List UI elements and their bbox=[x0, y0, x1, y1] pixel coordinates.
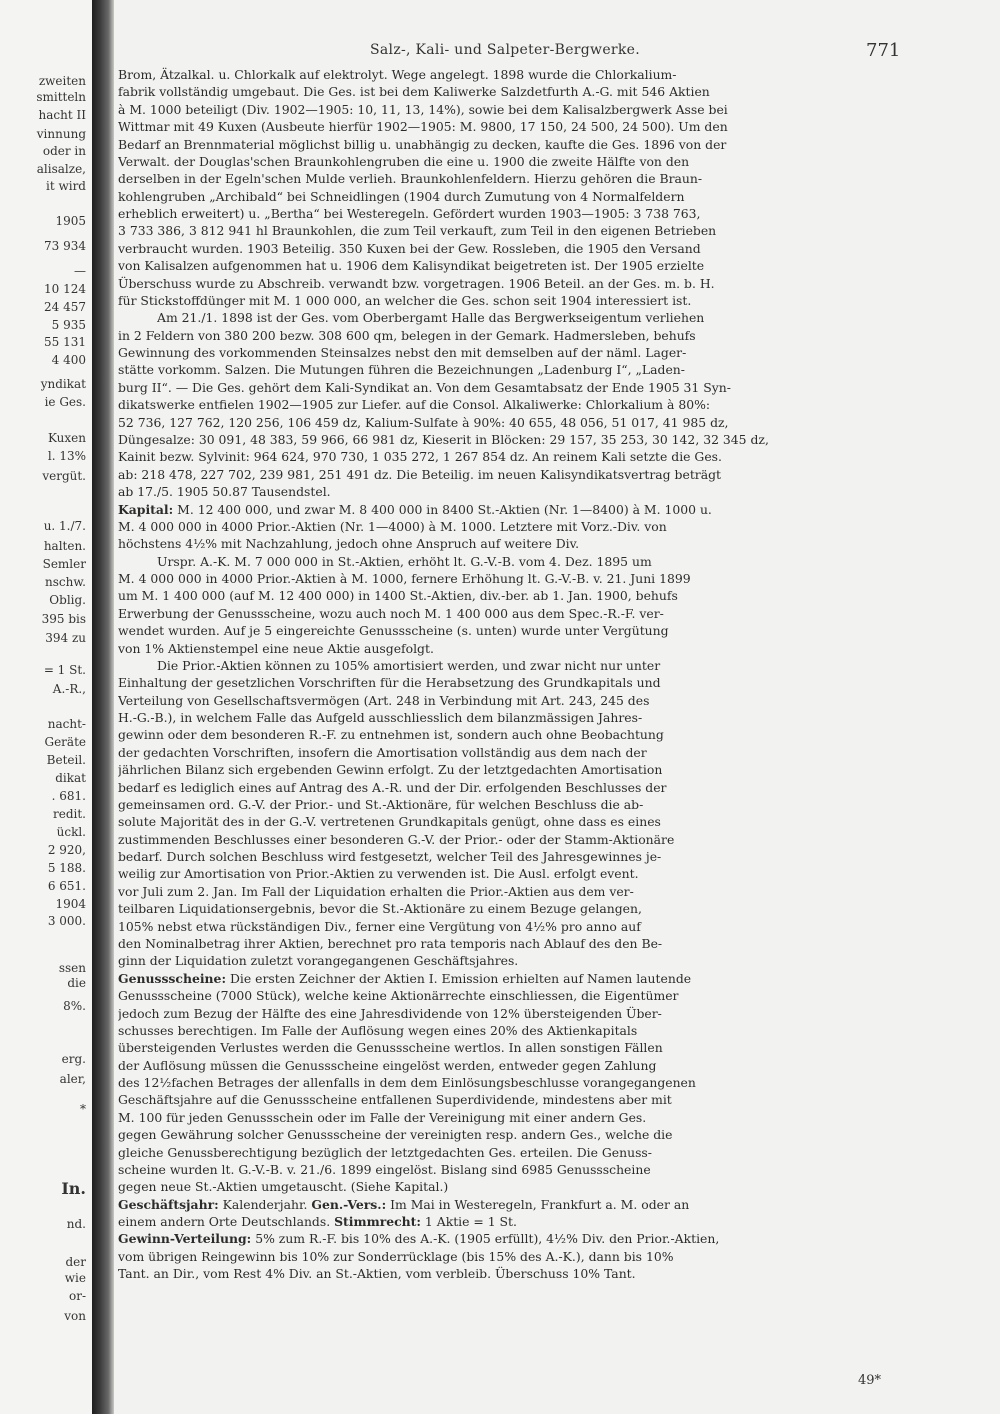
text-line: gleiche Genussberechtigung bezüglich der letztgedachten Ges. erteilen. Die Genuss- bbox=[118, 1145, 652, 1160]
text-line: teilbaren Liquidationsergebnis, bevor die St.-Aktionäre zu einem Bezuge gelangen, bbox=[118, 901, 642, 916]
sheet-signature: 49* bbox=[858, 1373, 882, 1388]
margin-fragment-line: nschw. bbox=[45, 575, 86, 589]
text-line: vom übrigen Reingewinn bis 10% zur Sonderrücklage (bis 15% des A.-K.), dann bis 10% bbox=[118, 1249, 674, 1264]
text-line: solute Majorität des in der G.-V. vertretenen Grundkapitals genügt, ohne dass es eines bbox=[118, 814, 661, 829]
text-line: den Nominalbetrag ihrer Aktien, berechnet pro rata temporis nach Ablauf des den Be- bbox=[118, 936, 663, 951]
margin-fragment-line: ie Ges. bbox=[44, 395, 86, 409]
text-line: Wittmar mit 49 Kuxen (Ausbeute hierfür 1902—1905: M. 9800, 17 150, 24 500, 24 500). Um den bbox=[118, 119, 728, 134]
margin-fragment-line: Semler bbox=[42, 557, 86, 571]
text-line: Einhaltung der gesetzlichen Vorschriften für die Herabsetzung des Grundkapitals und bbox=[118, 675, 661, 690]
text-line: stätte vorkomm. Salzen. Die Mutungen führen die Bezeichnungen „Ladenburg I“, „Laden- bbox=[118, 362, 685, 377]
margin-fragment-line: 6 651. bbox=[47, 879, 86, 893]
margin-fragment-line: 1905 bbox=[55, 214, 86, 228]
margin-fragment-line: vergüt. bbox=[42, 469, 86, 483]
text-line: der Auflösung müssen die Genussscheine eingelöst werden, entweder gegen Zahlung bbox=[118, 1058, 657, 1073]
margin-fragment-line: Kuxen bbox=[47, 431, 86, 445]
margin-fragment-line: halten. bbox=[43, 539, 86, 553]
margin-fragment-line: ückl. bbox=[56, 825, 86, 839]
text-line: burg II“. — Die Ges. gehört dem Kali-Syndikat an. Von dem Gesamtabsatz der Ende 1905 31 Syn- bbox=[118, 380, 731, 395]
text-line: ginn der Liquidation zuletzt vorangegangenen Geschäftsjahres. bbox=[118, 953, 519, 968]
margin-fragment-line: 4 400 bbox=[51, 353, 86, 367]
text-line: erheblich erweitert) u. „Bertha“ bei Westeregeln. Gefördert wurden 1903—1905: 3 738 763, bbox=[118, 206, 701, 221]
margin-fragment-line: Geräte bbox=[44, 735, 86, 749]
book-gutter bbox=[92, 0, 114, 1414]
text-line: gewinn oder dem besonderen R.-F. zu entnehmen ist, sondern auch ohne Beobachtung bbox=[118, 727, 664, 742]
margin-fragment-line: vinnung bbox=[36, 127, 86, 141]
text-line: der gedachten Vorschriften, insofern die Amortisation vollständig aus dem nach der bbox=[118, 745, 647, 760]
text-line: Geschäftsjahr: Kalenderjahr. Gen.-Vers.: Im Mai in Westeregeln, Frankfurt a. M. oder an bbox=[118, 1197, 690, 1212]
text-line: Urspr. A.-K. M. 7 000 000 in St.-Aktien, erhöht lt. G.-V.-B. vom 4. Dez. 1895 um bbox=[157, 554, 652, 569]
margin-fragment-line: it wird bbox=[45, 179, 86, 193]
margin-fragment-line: 8%. bbox=[63, 999, 86, 1013]
text-line: fabrik vollständig umgebaut. Die Ges. ist bei dem Kaliwerke Salzdetfurth A.-G. mit 546 Aktien bbox=[118, 84, 710, 99]
text-line: dikatswerke entfielen 1902—1905 zur Liefer. auf die Consol. Alkaliwerke: Chlorkalium à 80%: bbox=[118, 397, 711, 412]
margin-fragment-line: yndikat bbox=[40, 377, 86, 391]
text-line: H.-G.-B.), in welchem Falle das Aufgeld ausschliesslich dem bilanzmässigen Jahres- bbox=[118, 710, 643, 725]
margin-fragment-line: die bbox=[67, 976, 86, 990]
text-line: einem andern Orte Deutschlands. Stimmrecht: 1 Aktie = 1 St. bbox=[118, 1214, 517, 1229]
text-line: gegen neue St.-Aktien umgetauscht. (Siehe Kapital.) bbox=[118, 1179, 449, 1194]
text-line: vor Juli zum 2. Jan. Im Fall der Liquidation erhalten die Prior.-Aktien aus dem ver- bbox=[118, 884, 634, 899]
text-line: Kapital: M. 12 400 000, und zwar M. 8 400 000 in 8400 St.-Aktien (Nr. 1—8400) à M. 1000 u. bbox=[118, 502, 712, 517]
text-line: ab: 218 478, 227 702, 239 981, 251 491 dz. Die Beteilig. im neuen Kalisyndikatsvertrag beträgt bbox=[118, 467, 722, 482]
margin-fragment-line: oder in bbox=[42, 144, 86, 158]
margin-fragment-line: — bbox=[74, 264, 86, 278]
margin-fragment-line: Oblig. bbox=[49, 593, 86, 607]
text-line: Bedarf an Brennmaterial möglichst billig u. unabhängig zu decken, kaufte die Ges. 1896 von der bbox=[118, 137, 727, 152]
text-line: 105% nebst etwa rückständigen Div., ferner eine Vergütung von 4½% pro anno auf bbox=[118, 919, 641, 934]
text-line: Brom, Ätzalkal. u. Chlorkalk auf elektrolyt. Wege angelegt. 1898 wurde die Chlorkalium- bbox=[118, 67, 677, 82]
margin-fragment-line: Beteil. bbox=[46, 753, 86, 767]
margin-fragment-line: u. 1./7. bbox=[43, 519, 86, 533]
margin-fragment-line: 394 zu bbox=[45, 631, 86, 645]
margin-fragment-line: 5 188. bbox=[47, 861, 86, 875]
text-line: Gewinnung des vorkommenden Steinsalzes nebst den mit demselben auf der näml. Lager- bbox=[118, 345, 687, 360]
text-line: Erwerbung der Genussscheine, wozu auch noch M. 1 400 000 aus dem Spec.-R.-F. ver- bbox=[118, 606, 664, 621]
margin-fragment-line: In. bbox=[61, 1179, 86, 1198]
margin-fragment-line: 1904 bbox=[55, 897, 86, 911]
text-line: weilig zur Amortisation von Prior.-Aktien zu verwenden ist. Die Ausl. erfolgt event. bbox=[118, 866, 639, 881]
margin-fragment-line: alisalze, bbox=[36, 162, 86, 176]
text-line: 3 733 386, 3 812 941 hl Braunkohlen, die zum Teil verkauft, zum Teil in den eigenen Betrieben bbox=[118, 223, 717, 238]
margin-fragment-line: ssen bbox=[58, 961, 86, 975]
text-line: jährlichen Bilanz sich ergebenden Gewinn erfolgt. Zu der letztgedachten Amortisation bbox=[118, 762, 663, 777]
text-line: Tant. an Dir., vom Rest 4% Div. an St.-Aktien, vom verbleib. Überschuss 10% Tant. bbox=[118, 1266, 636, 1281]
margin-fragment-line: 3 000. bbox=[47, 914, 86, 928]
text-line: Genussscheine (7000 Stück), welche keine Aktionärrechte einschliessen, die Eigentümer bbox=[118, 988, 679, 1003]
text-line: scheine wurden lt. G.-V.-B. v. 21./6. 1899 eingelöst. Bislang sind 6985 Genussscheine bbox=[118, 1162, 651, 1177]
text-line: für Stickstoffdünger mit M. 1 000 000, an welcher die Ges. schon seit 1904 interessiert ist. bbox=[118, 293, 692, 308]
text-line: Geschäftsjahre auf die Genussscheine entfallenen Superdividende, mindestens aber mit bbox=[118, 1092, 672, 1107]
text-line: von 1% Aktienstempel eine neue Aktie ausgefolgt. bbox=[118, 641, 434, 656]
text-line: 52 736, 127 762, 120 256, 106 459 dz, Kalium-Sulfate à 90%: 40 655, 48 056, 51 017, 41 985 dz, bbox=[118, 415, 729, 430]
margin-fragment-line: 24 457 bbox=[44, 300, 86, 314]
text-line: M. 100 für jeden Genussschein oder im Falle der Vereinigung mit einer andern Ges. bbox=[118, 1110, 647, 1125]
text-line: des 12½fachen Betrages der allenfalls in dem dem Einlösungsbeschlusse vorangegangenen bbox=[118, 1075, 696, 1090]
text-line: Kainit bezw. Sylvinit: 964 624, 970 730, 1 035 272, 1 267 854 dz. An reinem Kali setzte die Ges. bbox=[118, 449, 722, 464]
margin-fragment-line: = 1 St. bbox=[43, 663, 86, 677]
text-line: Düngesalze: 30 091, 48 383, 59 966, 66 981 dz, Kieserit in Blöcken: 29 157, 35 253, 30 142, 32 345 dz, bbox=[118, 432, 769, 447]
margin-fragment-line: von bbox=[64, 1309, 86, 1323]
previous-page-fragment bbox=[0, 0, 92, 1414]
margin-fragment-line: redit. bbox=[53, 807, 86, 821]
margin-fragment-line: 73 934 bbox=[44, 239, 86, 253]
text-line: zustimmenden Beschlusses einer besonderen G.-V. der Prior.- oder der Stamm-Aktionäre bbox=[118, 832, 675, 847]
text-line: Verwalt. der Douglas'schen Braunkohlengruben die eine u. 1900 die zweite Hälfte von den bbox=[118, 154, 690, 169]
margin-fragment-line: hacht II bbox=[38, 108, 86, 122]
text-line: wendet wurden. Auf je 5 eingereichte Genussscheine (s. unten) wurde unter Vergütung bbox=[118, 623, 669, 638]
margin-fragment-line: . 681. bbox=[51, 789, 86, 803]
margin-fragment-line: nacht- bbox=[47, 717, 86, 731]
margin-fragment-line: or- bbox=[68, 1289, 86, 1303]
text-line: Verteilung von Gesellschaftsvermögen (Art. 248 in Verbindung mit Art. 243, 245 des bbox=[118, 693, 650, 708]
text-line: derselben in der Egeln'schen Mulde verlieh. Braunkohlenfeldern. Hierzu gehören die Braun- bbox=[118, 171, 703, 186]
text-line: jedoch zum Bezug der Hälfte des eine Jahresdividende von 12% übersteigenden Über- bbox=[118, 1006, 662, 1021]
margin-fragment-line: smitteln bbox=[36, 90, 86, 104]
text-line: bedarf es lediglich eines auf Antrag des A.-R. und der Dir. erfolgenden Beschlusses der bbox=[118, 780, 667, 795]
margin-fragment-line: nd. bbox=[66, 1217, 86, 1231]
margin-fragment-line: 55 131 bbox=[44, 335, 86, 349]
text-line: verbraucht wurden. 1903 Beteilig. 350 Kuxen bei der Gew. Rossleben, die 1905 den Versand bbox=[118, 241, 701, 256]
margin-fragment-line: l. 13% bbox=[47, 449, 86, 463]
text-line: M. 4 000 000 in 4000 Prior.-Aktien (Nr. 1—4000) à M. 1000. Letztere mit Vorz.-Div. von bbox=[118, 519, 667, 534]
margin-fragment-line: 10 124 bbox=[44, 282, 86, 296]
text-line: Überschuss wurde zu Abschreib. verwandt bzw. vorgetragen. 1906 Beteil. an der Ges. m. b. H. bbox=[118, 276, 715, 291]
text-line: M. 4 000 000 in 4000 Prior.-Aktien à M. 1000, fernere Erhöhung lt. G.-V.-B. v. 21. Juni 1899 bbox=[118, 571, 691, 586]
margin-fragment-line: erg. bbox=[61, 1052, 86, 1066]
text-line: kohlengruben „Archibald“ bei Schneidlingen (1904 durch Zumutung von 4 Normalfeldern bbox=[118, 189, 685, 204]
text-line: Am 21./1. 1898 ist der Ges. vom Oberbergamt Halle das Bergwerkseigentum verliehen bbox=[157, 310, 705, 325]
text-line: schusses berechtigen. Im Falle der Auflösung wegen eines 20% des Aktienkapitals bbox=[118, 1023, 638, 1038]
text-line: ab 17./5. 1905 50.87 Tausendstel. bbox=[118, 484, 331, 499]
text-line: in 2 Feldern von 380 200 bezw. 308 600 qm, belegen in der Gemark. Hadmersleben, behufs bbox=[118, 328, 696, 343]
margin-fragment-line: 395 bis bbox=[41, 612, 86, 626]
text-line: gegen Gewährung solcher Genussscheine der vereinigten resp. andern Ges., welche die bbox=[118, 1127, 673, 1142]
margin-fragment-line: zweiten bbox=[38, 74, 86, 88]
margin-fragment-line: aler, bbox=[59, 1072, 86, 1086]
text-line: Genussscheine: Die ersten Zeichner der Aktien I. Emission erhielten auf Namen lautende bbox=[118, 971, 692, 986]
margin-fragment-line: der bbox=[65, 1255, 86, 1269]
text-line: gemeinsamen ord. G.-V. der Prior.- und St.-Aktionäre, für welchen Beschluss die ab- bbox=[118, 797, 644, 812]
margin-fragment-line: wie bbox=[64, 1271, 86, 1285]
text-line: von Kalisalzen aufgenommen hat u. 1906 dem Kalisyndikat beigetreten ist. Der 1905 erzielte bbox=[118, 258, 705, 273]
running-head: Salz-, Kali- und Salpeter-Bergwerke. bbox=[370, 42, 641, 58]
text-line: übersteigenden Verlustes werden die Genussscheine wertlos. In allen sonstigen Fällen bbox=[118, 1040, 663, 1055]
text-line: Gewinn-Verteilung: 5% zum R.-F. bis 10% des A.-K. (1905 erfüllt), 4½% Div. den Prior.-Aktien, bbox=[118, 1231, 720, 1246]
text-line: um M. 1 400 000 (auf M. 12 400 000) in 1400 St.-Aktien, div.-ber. ab 1. Jan. 1900, behufs bbox=[118, 588, 678, 603]
margin-fragment-line: dikat bbox=[55, 771, 86, 785]
margin-fragment-line: * bbox=[80, 1102, 86, 1116]
margin-fragment-line: A.-R., bbox=[52, 682, 86, 696]
text-line: à M. 1000 beteiligt (Div. 1902—1905: 10, 11, 13, 14%), sowie bei dem Kalisalzbergwerk Asse bei bbox=[118, 102, 728, 117]
text-line: bedarf. Durch solchen Beschluss wird festgesetzt, welcher Teil des Jahresgewinnes je- bbox=[118, 849, 662, 864]
margin-fragment-line: 5 935 bbox=[51, 318, 86, 332]
text-line: Die Prior.-Aktien können zu 105% amortisiert werden, und zwar nicht nur unter bbox=[157, 658, 661, 673]
text-line: höchstens 4½% mit Nachzahlung, jedoch ohne Anspruch auf weitere Div. bbox=[118, 536, 580, 551]
page-number: 771 bbox=[866, 40, 901, 61]
margin-fragment-line: 2 920, bbox=[47, 843, 86, 857]
